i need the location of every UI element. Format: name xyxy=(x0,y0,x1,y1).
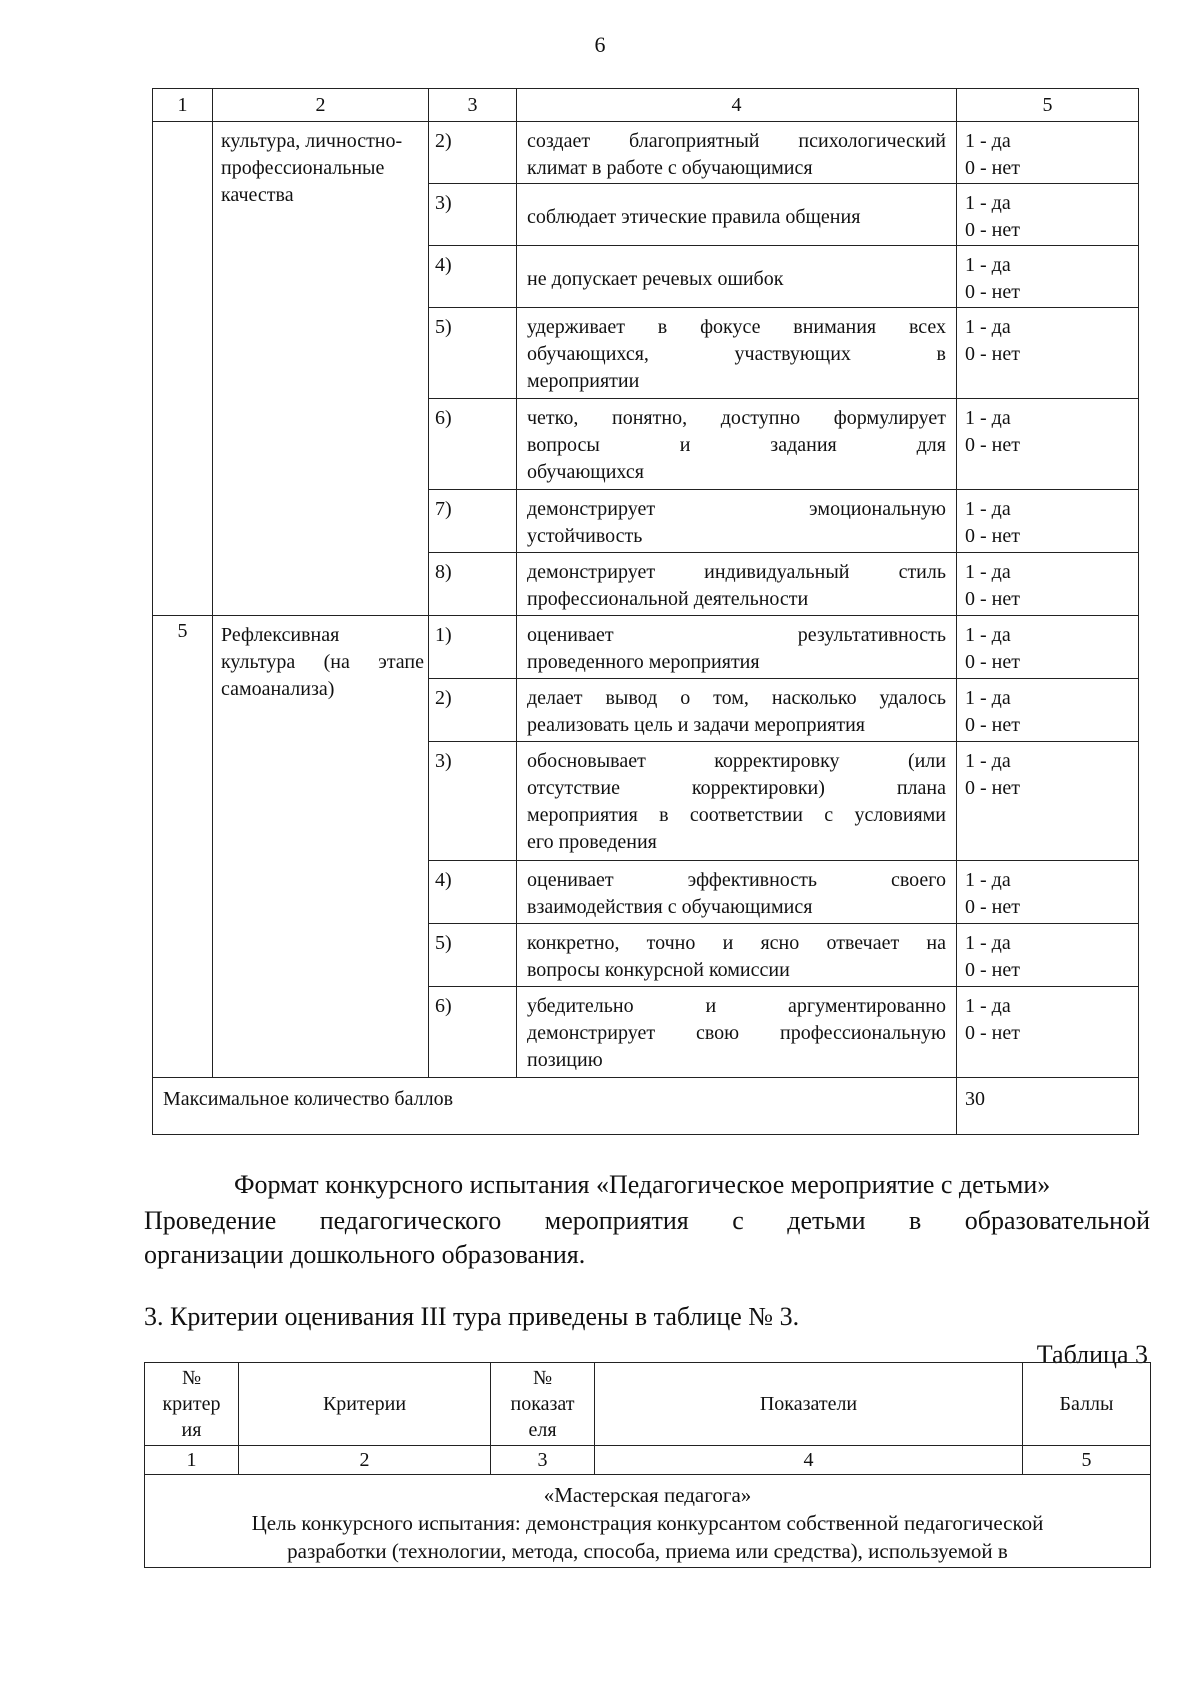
indicator-number: 7) xyxy=(429,490,517,553)
total-value: 30 xyxy=(957,1078,1139,1135)
indicator-number: 4) xyxy=(429,861,517,924)
column-number: 2 xyxy=(239,1446,491,1475)
indicator-text xyxy=(517,184,957,246)
score-no: 0 - нет xyxy=(965,714,1020,736)
format-title: Формат конкурсного испытания «Педагогическое мероприятие с детьми» xyxy=(234,1170,1051,1199)
criterion-line: качества xyxy=(221,184,294,206)
indicator-number: 2) xyxy=(429,122,517,184)
indicator-line: обучающихся xyxy=(527,461,644,483)
header-cell: 2 xyxy=(213,89,429,122)
score-no: 0 - нет xyxy=(965,588,1020,610)
indicator-line: создает благоприятный психологический xyxy=(527,130,946,152)
indicator-text xyxy=(517,490,957,553)
indicator-number: 6) xyxy=(429,987,517,1078)
score-yes: 1 - да xyxy=(965,192,1011,214)
header-line: показат xyxy=(510,1393,575,1415)
score-yes: 1 - да xyxy=(965,561,1011,583)
indicator-line: его проведения xyxy=(527,831,657,853)
indicator-number: 3) xyxy=(429,184,517,246)
indicator-text xyxy=(517,399,957,490)
score-cell xyxy=(957,679,1139,742)
contest-goal-line: Цель конкурсного испытания: демонстрация конкурсантом собственной педагогической xyxy=(251,1511,1044,1535)
section-heading: 3. Критерии оценивания III тура приведены в таблице № 3. xyxy=(144,1302,800,1331)
criteria-table-continued xyxy=(152,88,1139,1135)
table-header-row xyxy=(145,1363,1151,1446)
score-cell xyxy=(957,184,1139,246)
indicator-line: реализовать цель и задачи мероприятия xyxy=(527,714,865,736)
indicator-line: вопросы конкурсной комиссии xyxy=(527,959,790,981)
indicator-line: мероприятия в соответствии с условиями xyxy=(527,804,946,826)
format-description-line1: Проведение педагогического мероприятия с детьми в образовательной xyxy=(144,1206,1150,1235)
indicator-number: 8) xyxy=(429,553,517,616)
score-cell xyxy=(957,399,1139,490)
criterion-number-cell xyxy=(153,122,213,616)
indicator-number: 1) xyxy=(429,616,517,679)
indicator-line: вопросы и задания для xyxy=(527,434,946,456)
indicator-line: демонстрирует индивидуальный стиль xyxy=(527,561,946,583)
score-yes: 1 - да xyxy=(965,407,1011,429)
score-yes: 1 - да xyxy=(965,498,1011,520)
criterion-name-cell xyxy=(213,122,429,616)
indicator-text xyxy=(517,616,957,679)
score-yes: 1 - да xyxy=(965,932,1011,954)
score-no: 0 - нет xyxy=(965,1022,1020,1044)
indicator-text xyxy=(517,679,957,742)
column-number: 1 xyxy=(145,1446,239,1475)
score-cell xyxy=(957,742,1139,861)
score-cell xyxy=(957,861,1139,924)
total-label: Максимальное количество баллов xyxy=(153,1078,957,1135)
section-row xyxy=(145,1475,1151,1568)
indicator-line: удерживает в фокусе внимания всех xyxy=(527,316,946,338)
table-caption: Таблица 3 xyxy=(1036,1340,1148,1369)
table-header-row xyxy=(153,89,1139,122)
score-no: 0 - нет xyxy=(965,219,1020,241)
header-line: критер xyxy=(162,1393,221,1415)
header-line: ия xyxy=(181,1419,202,1441)
score-no: 0 - нет xyxy=(965,959,1020,981)
score-no: 0 - нет xyxy=(965,896,1020,918)
score-no: 0 - нет xyxy=(965,651,1020,673)
criterion-name-cell xyxy=(213,616,429,1078)
score-yes: 1 - да xyxy=(965,254,1011,276)
indicator-line: проведенного мероприятия xyxy=(527,651,760,673)
score-yes: 1 - да xyxy=(965,130,1011,152)
column-number: 5 xyxy=(1023,1446,1151,1475)
indicator-line: делает вывод о том, насколько удалось xyxy=(527,687,946,709)
indicator-number: 4) xyxy=(429,246,517,308)
header-criterion-number xyxy=(145,1363,239,1446)
score-no: 0 - нет xyxy=(965,525,1020,547)
score-cell xyxy=(957,246,1139,308)
indicator-line: убедительно и аргументированно xyxy=(527,995,946,1017)
header-indicators: Показатели xyxy=(595,1363,1023,1446)
indicator-number: 2) xyxy=(429,679,517,742)
indicator-text xyxy=(517,308,957,399)
score-no: 0 - нет xyxy=(965,157,1020,179)
header-cell: 3 xyxy=(429,89,517,122)
header-cell: 4 xyxy=(517,89,957,122)
criterion-line: культура (на этапе xyxy=(221,651,424,673)
column-number: 4 xyxy=(595,1446,1023,1475)
indicator-number: 3) xyxy=(429,742,517,861)
score-yes: 1 - да xyxy=(965,687,1011,709)
header-indicator-number xyxy=(491,1363,595,1446)
score-no: 0 - нет xyxy=(965,343,1020,365)
page-number: 6 xyxy=(594,32,606,57)
score-yes: 1 - да xyxy=(965,995,1011,1017)
score-cell xyxy=(957,987,1139,1078)
indicator-line: позицию xyxy=(527,1049,603,1071)
indicator-line: взаимодействия с обучающимися xyxy=(527,896,813,918)
column-number-row xyxy=(145,1446,1151,1475)
header-criteria: Критерии xyxy=(239,1363,491,1446)
table-row xyxy=(153,122,1139,184)
contest-section-cell xyxy=(145,1475,1151,1568)
score-cell xyxy=(957,490,1139,553)
score-no: 0 - нет xyxy=(965,777,1020,799)
contest-title: «Мастерская педагога» xyxy=(543,1483,752,1507)
indicator-text xyxy=(517,987,957,1078)
header-cell: 1 xyxy=(153,89,213,122)
table-row xyxy=(153,616,1139,679)
criterion-line: профессиональные xyxy=(221,157,385,179)
indicator-line: не допускает речевых ошибок xyxy=(527,268,784,290)
indicator-line: устойчивость xyxy=(527,525,643,547)
indicator-number: 5) xyxy=(429,308,517,399)
score-cell xyxy=(957,122,1139,184)
header-points: Баллы xyxy=(1023,1363,1151,1446)
indicator-number: 6) xyxy=(429,399,517,490)
indicator-line: профессиональной деятельности xyxy=(527,588,809,610)
score-cell xyxy=(957,924,1139,987)
header-cell: 5 xyxy=(957,89,1139,122)
score-cell xyxy=(957,616,1139,679)
column-number: 3 xyxy=(491,1446,595,1475)
indicator-line: оценивает эффективность своего xyxy=(527,869,946,891)
indicator-text xyxy=(517,924,957,987)
criteria-table-3 xyxy=(144,1362,1151,1568)
score-no: 0 - нет xyxy=(965,434,1020,456)
criterion-number-cell: 5 xyxy=(153,616,213,1078)
score-yes: 1 - да xyxy=(965,750,1011,772)
criterion-line: самоанализа) xyxy=(221,678,335,700)
indicator-number: 5) xyxy=(429,924,517,987)
criterion-line: Рефлексивная xyxy=(221,624,340,646)
indicator-line: конкретно, точно и ясно отвечает на xyxy=(527,932,946,954)
indicator-line: обосновывает корректировку (или xyxy=(527,750,946,772)
header-line: № xyxy=(181,1367,202,1389)
indicator-line: мероприятии xyxy=(527,370,640,392)
indicator-line: соблюдает этические правила общения xyxy=(527,206,861,228)
indicator-line: демонстрирует свою профессиональную xyxy=(527,1022,946,1044)
indicator-line: отсутствие корректировки) плана xyxy=(527,777,946,799)
indicator-text xyxy=(517,122,957,184)
indicator-line: обучающихся, участвующих в xyxy=(527,343,946,365)
indicator-text xyxy=(517,553,957,616)
score-no: 0 - нет xyxy=(965,281,1020,303)
format-description-line2: организации дошкольного образования. xyxy=(144,1240,586,1269)
header-line: еля xyxy=(528,1419,557,1441)
indicator-text xyxy=(517,246,957,308)
indicator-text xyxy=(517,742,957,861)
indicator-line: демонстрирует эмоциональную xyxy=(527,498,946,520)
score-yes: 1 - да xyxy=(965,869,1011,891)
indicator-line: оценивает результативность xyxy=(527,624,946,646)
score-yes: 1 - да xyxy=(965,316,1011,338)
total-row xyxy=(153,1078,1139,1135)
score-yes: 1 - да xyxy=(965,624,1011,646)
indicator-line: климат в работе с обучающимися xyxy=(527,157,813,179)
header-line: № xyxy=(532,1367,553,1389)
contest-goal-line: разработки (технологии, метода, способа, приема или средства), используемой в xyxy=(287,1539,1008,1563)
criterion-line: культура, личностно- xyxy=(221,130,403,152)
indicator-line: четко, понятно, доступно формулирует xyxy=(527,407,946,429)
indicator-text xyxy=(517,861,957,924)
score-cell xyxy=(957,553,1139,616)
score-cell xyxy=(957,308,1139,399)
